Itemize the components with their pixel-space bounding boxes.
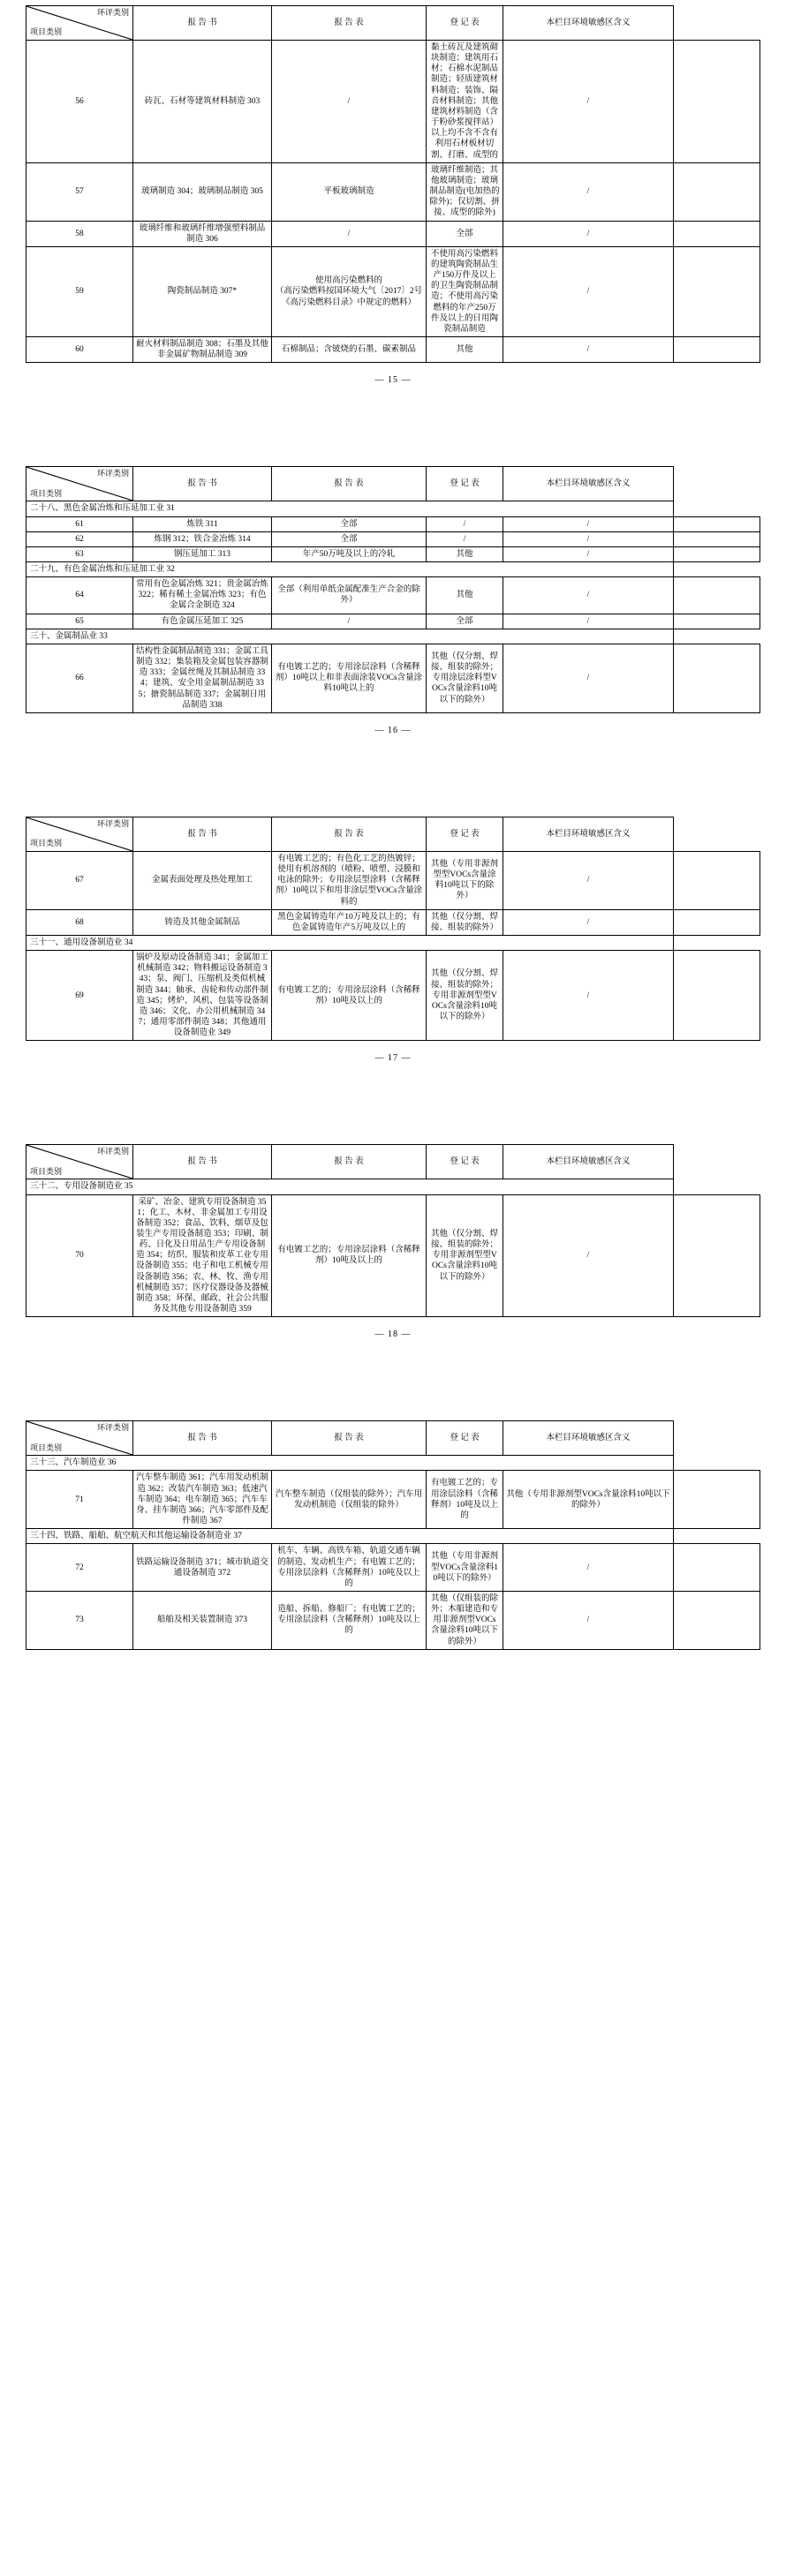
- cell-report-book: /: [272, 614, 427, 629]
- header-col-report-form: 报 告 表: [272, 1145, 427, 1179]
- header-col-sensitive-area-meaning: 本栏目环境敏感区含义: [503, 6, 674, 41]
- table-row: [26, 1544, 760, 1592]
- header-col-report-form: 报 告 表: [272, 6, 427, 41]
- row-number: 67: [26, 851, 133, 909]
- section-title: 二十九、有色金属冶炼和压延加工业 32: [26, 562, 674, 577]
- header-col-sensitive-area-meaning: 本栏目环境敏感区含义: [503, 817, 674, 851]
- cell-report-book: 年产50万吨及以上的冷轧: [272, 546, 427, 561]
- cell-registration-form: /: [503, 909, 674, 935]
- header-col-registration-form: 登 记 表: [427, 1421, 503, 1456]
- cell-registration-form: /: [503, 951, 674, 1041]
- cell-report-form: 其他（仅分割、焊接、组装的除外；专用涂层涂料型VOCs含量涂料10吨以下的除外）: [427, 644, 503, 712]
- header-corner-top-right: 环评类别: [96, 1423, 129, 1433]
- page-content: [26, 466, 760, 735]
- section-title: 三十一、通用设备制造业 34: [26, 935, 674, 950]
- page-content: [26, 817, 760, 1064]
- page-content: [26, 1144, 760, 1339]
- cell-report-form: 其他（仅分割、焊接、组装的除外）: [427, 909, 503, 935]
- cell-registration-form: /: [503, 337, 674, 363]
- cell-report-book: /: [272, 221, 427, 246]
- category-table: [26, 1420, 760, 1650]
- category-table: [26, 1144, 760, 1317]
- row-category-name: 钢压延加工 313: [133, 546, 272, 561]
- page-number: — 16 —: [374, 725, 412, 735]
- cell-sensitive-area-meaning: [674, 516, 760, 531]
- cell-registration-form: /: [503, 644, 674, 712]
- cell-report-book: 造船、拆船、修船厂；有电镀工艺的；专用涂层涂料（含稀释剂）10吨及以上的: [272, 1591, 427, 1649]
- table-row: [26, 951, 760, 1041]
- table-body: [26, 851, 760, 1041]
- cell-sensitive-area-meaning: [674, 246, 760, 336]
- cell-report-form: 其他（专用非源剂型VOCs含量涂料10吨以下的除外）: [427, 1544, 503, 1592]
- table-row: [26, 516, 760, 531]
- table-row: [26, 909, 760, 935]
- header-corner-cell: [26, 1145, 133, 1179]
- table-row: [26, 614, 760, 629]
- cell-report-book: 全部（利用单纸金属配准生产合金的除外）: [272, 577, 427, 614]
- cell-report-book: 平板玻璃制造: [272, 162, 427, 221]
- cell-sensitive-area-meaning: [674, 644, 760, 712]
- cell-report-form: 其他: [427, 577, 503, 614]
- document-page: [0, 461, 786, 735]
- cell-sensitive-area-meaning: [674, 951, 760, 1041]
- cell-report-form: 有电镀工艺的；专用涂层涂料（含稀释剂）10吨及以上的: [427, 1471, 503, 1529]
- header-corner-bottom-left: 项目类别: [30, 839, 63, 848]
- header-col-sensitive-area-meaning: 本栏目环境敏感区含义: [503, 467, 674, 501]
- document-page: [0, 811, 786, 1064]
- row-number: 65: [26, 614, 133, 629]
- section-row: [26, 629, 760, 644]
- row-number: 68: [26, 909, 133, 935]
- table-body: [26, 501, 760, 713]
- cell-sensitive-area-meaning: [674, 614, 760, 629]
- row-category-name: 铸造及其他金属制品: [133, 909, 272, 935]
- row-category-name: 耐火材料制品制造 308；石墨及其他非金属矿物制品制造 309: [133, 337, 272, 363]
- table-row: [26, 41, 760, 163]
- row-number: 73: [26, 1591, 133, 1649]
- row-category-name: 结构性金属制品制造 331；金属工具制造 332；集装箱及金属包装容器制造 333；金属丝绳及其制品制造 334；建筑、安全用金属制品制造 335；搪瓷制品制造 337；金属制日用品制造 338: [133, 644, 272, 712]
- section-title: 二十八、黑色金属冶炼和压延加工业 31: [26, 501, 674, 516]
- cell-report-form: 全部: [427, 221, 503, 246]
- cell-registration-form: /: [503, 1591, 674, 1649]
- cell-registration-form: /: [503, 1544, 674, 1592]
- table-header-row: [26, 817, 760, 851]
- cell-report-book: /: [272, 41, 427, 163]
- header-col-report-book: 报 告 书: [133, 1421, 272, 1456]
- row-number: 60: [26, 337, 133, 363]
- category-table: [26, 466, 760, 713]
- header-corner-top-right: 环评类别: [96, 8, 129, 17]
- cell-report-book: 全部: [272, 516, 427, 531]
- cell-report-form: 其他（仅分割、焊接、组装的除外；专用非源剂型型VOCs含量涂料10吨以下的除外）: [427, 1194, 503, 1317]
- cell-registration-form: /: [503, 577, 674, 614]
- section-row: [26, 562, 760, 577]
- cell-report-form: 其他（仅组装的除外；木船建造和专用非源剂型VOCs含量涂料10吨以下的除外）: [427, 1591, 503, 1649]
- section-row: [26, 501, 760, 516]
- cell-registration-form: /: [503, 41, 674, 163]
- cell-sensitive-area-meaning: [674, 1591, 760, 1649]
- row-number: 59: [26, 246, 133, 336]
- header-corner-cell: [26, 1421, 133, 1456]
- table-header: [26, 6, 760, 41]
- page-number: — 17 —: [374, 1053, 412, 1064]
- cell-report-form: 全部: [427, 614, 503, 629]
- header-corner-top-right: 环评类别: [96, 818, 129, 828]
- cell-report-book: 机车、车辆、高铁车箱、轨道交通车辆的制造、发动机生产；有电镀工艺的；专用涂层涂料（含稀释剂）10吨及以上的: [272, 1544, 427, 1592]
- cell-registration-form: /: [503, 531, 674, 546]
- row-category-name: 玻璃纤维和玻璃纤维增强塑料制品制造 306: [133, 221, 272, 246]
- cell-report-book: 有电镀工艺的；有色化工艺的热镀锌；使用有机溶剂的（喷粉、喷塑、浸膜和电泳的除外；专用涂层型涂料（含稀释剂）10吨以下和用非涂层型VOCs含量涂料的: [272, 851, 427, 909]
- cell-report-form: 其他: [427, 337, 503, 363]
- cell-sensitive-area-meaning: [674, 577, 760, 614]
- page-gap: [0, 735, 786, 811]
- page-content: [26, 5, 760, 385]
- row-number: 63: [26, 546, 133, 561]
- table-row: [26, 531, 760, 546]
- cell-registration-form: /: [503, 1194, 674, 1317]
- row-number: 56: [26, 41, 133, 163]
- cell-report-form: 玻璃纤维制造；其他玻璃制造；玻璃制品制造(电加热的除外)；仅切割、拼接、成型的除外): [427, 162, 503, 221]
- header-col-sensitive-area-meaning: 本栏目环境敏感区含义: [503, 1421, 674, 1456]
- table-header-row: [26, 6, 760, 41]
- table-header: [26, 467, 760, 501]
- header-col-report-book: 报 告 书: [133, 467, 272, 501]
- cell-report-book: 黑色金属铸造年产10万吨及以上的；有色金属铸造年产5万吨及以上的: [272, 909, 427, 935]
- cell-report-book: 石棉制品；含铍烧的石墨、碳素制品: [272, 337, 427, 363]
- header-col-registration-form: 登 记 表: [427, 6, 503, 41]
- table-header-row: [26, 1145, 760, 1179]
- row-category-name: 船舶及相关装置制造 373: [133, 1591, 272, 1649]
- page-gap: [0, 1063, 786, 1139]
- table-row: [26, 851, 760, 909]
- row-number: 72: [26, 1544, 133, 1592]
- cell-registration-form: /: [503, 614, 674, 629]
- document-page: [0, 0, 786, 385]
- cell-sensitive-area-meaning: [674, 221, 760, 246]
- page-content: [26, 1420, 760, 1650]
- page-gap: [0, 1339, 786, 1415]
- header-corner-bottom-left: 项目类别: [30, 488, 63, 498]
- cell-sensitive-area-meaning: [674, 851, 760, 909]
- page-number: — 18 —: [374, 1329, 412, 1340]
- cell-report-book: 有电镀工艺的；专用涂层涂料（含稀释剂）10吨以上和非表面涂装VOCs含量涂料10吨以上的: [272, 644, 427, 712]
- header-corner-cell: [26, 6, 133, 41]
- cell-report-book: 全部: [272, 531, 427, 546]
- row-category-name: 锅炉及原动设备制造 341；金属加工机械制造 342；物料搬运设备制造 343；泵、阀门、压缩机及类似机械制造 344；轴承、齿轮和传动部件制造 345；烤炉、风机、包装等设备制造 346；文化、办公用机械制造 347；通用零部件制造 348；其他通用设备制造业 349: [133, 951, 272, 1041]
- row-category-name: 炼铁 311: [133, 516, 272, 531]
- table-row: [26, 162, 760, 221]
- section-row: [26, 1179, 760, 1194]
- header-corner-top-right: 环评类别: [96, 1147, 129, 1156]
- header-col-report-form: 报 告 表: [272, 1421, 427, 1456]
- row-category-name: 玻璃制造 304；玻璃制品制造 305: [133, 162, 272, 221]
- category-table: [26, 5, 760, 363]
- table-header: [26, 817, 760, 851]
- table-row: [26, 337, 760, 363]
- row-category-name: 砖瓦、石材等建筑材料制造 303: [133, 41, 272, 163]
- header-col-sensitive-area-meaning: 本栏目环境敏感区含义: [503, 1145, 674, 1179]
- header-corner-top-right: 环评类别: [96, 469, 129, 478]
- header-corner-bottom-left: 项目类别: [30, 1442, 63, 1452]
- table-body: [26, 1179, 760, 1317]
- cell-report-form: 其他（专用非源剂型型VOCs含量涂料10吨以下的除外）: [427, 851, 503, 909]
- section-title: 三十、金属制品业 33: [26, 629, 674, 644]
- cell-registration-form: /: [503, 546, 674, 561]
- row-number: 61: [26, 516, 133, 531]
- document-page: [0, 1139, 786, 1339]
- table-header: [26, 1145, 760, 1179]
- section-title: 三十四、铁路、船舶、航空航天和其他运输设备制造业 37: [26, 1529, 674, 1544]
- table-row: [26, 546, 760, 561]
- header-col-registration-form: 登 记 表: [427, 1145, 503, 1179]
- header-col-report-book: 报 告 书: [133, 1145, 272, 1179]
- cell-report-form: /: [427, 531, 503, 546]
- table-body: [26, 1456, 760, 1650]
- cell-sensitive-area-meaning: [674, 41, 760, 163]
- header-corner-bottom-left: 项目类别: [30, 27, 63, 37]
- table-row: [26, 577, 760, 614]
- cell-report-book: 有电镀工艺的；专用涂层涂料（含稀释剂）10吨及以上的: [272, 951, 427, 1041]
- row-number: 66: [26, 644, 133, 712]
- header-col-report-form: 报 告 表: [272, 817, 427, 851]
- header-corner-cell: [26, 817, 133, 851]
- row-category-name: 铁路运输设备制造 371；城市轨道交通设备制造 372: [133, 1544, 272, 1592]
- cell-report-form: 其他: [427, 546, 503, 561]
- section-title: 三十二、专用设备制造业 35: [26, 1179, 674, 1194]
- cell-sensitive-area-meaning: [674, 1544, 760, 1592]
- row-number: 62: [26, 531, 133, 546]
- table-header-row: [26, 467, 760, 501]
- table-row: [26, 246, 760, 336]
- cell-registration-form: /: [503, 246, 674, 336]
- section-title: 三十三、汽车制造业 36: [26, 1456, 674, 1471]
- row-category-name: 汽车整车制造 361；汽车用发动机制造 362；改装汽车制造 363；低速汽车制造 364；电车制造 365；汽车车身、挂车制造 366；汽车零部件及配件制造 367: [133, 1471, 272, 1529]
- table-body: [26, 41, 760, 363]
- cell-sensitive-area-meaning: [674, 1194, 760, 1317]
- cell-report-book: 使用高污染燃料的 （高污染燃料按国环境大气〔2017〕2号《高污染燃料目录》中规定的燃料）: [272, 246, 427, 336]
- table-row: [26, 644, 760, 712]
- row-number: 64: [26, 577, 133, 614]
- cell-registration-form: /: [503, 162, 674, 221]
- header-col-registration-form: 登 记 表: [427, 817, 503, 851]
- cell-sensitive-area-meaning: [674, 337, 760, 363]
- cell-sensitive-area-meaning: [674, 162, 760, 221]
- row-number: 70: [26, 1194, 133, 1317]
- table-row: [26, 1471, 760, 1529]
- cell-sensitive-area-meaning: [674, 546, 760, 561]
- cell-registration-form: 其他（专用非源剂型VOCs含量涂料10吨以下的除外）: [503, 1471, 674, 1529]
- cell-report-book: 有电镀工艺的；专用涂层涂料（含稀释剂）10吨及以上的: [272, 1194, 427, 1317]
- cell-sensitive-area-meaning: [674, 909, 760, 935]
- header-corner-bottom-left: 项目类别: [30, 1166, 63, 1176]
- header-col-report-book: 报 告 书: [133, 6, 272, 41]
- section-row: [26, 1456, 760, 1471]
- header-col-registration-form: 登 记 表: [427, 467, 503, 501]
- category-table: [26, 817, 760, 1042]
- header-col-report-book: 报 告 书: [133, 817, 272, 851]
- cell-registration-form: /: [503, 851, 674, 909]
- cell-report-form: 其他（仅分割、焊接、组装的除外；专用非源剂型型VOCs含量涂料10吨以下的除外）: [427, 951, 503, 1041]
- cell-report-form: 不使用高污染燃料的建筑陶瓷制品生产150万件及以上的卫生陶瓷制品制造；不使用高污染燃料的年产250万件及以上的日用陶瓷制品制造: [427, 246, 503, 336]
- table-row: [26, 1194, 760, 1317]
- section-row: [26, 1529, 760, 1544]
- cell-sensitive-area-meaning: [674, 531, 760, 546]
- cell-report-form: 黏土砖瓦及建筑砌块制造；建筑用石材；石棉水泥制品制造；轻质建筑材料制造；装饰、隔音材料制造；其他建筑材料制造（含于粉砂浆搅拌站） 以上均不含不含有利用石材板材切割、打磨、成型的: [427, 41, 503, 163]
- table-row: [26, 221, 760, 246]
- section-row: [26, 935, 760, 950]
- header-col-report-form: 报 告 表: [272, 467, 427, 501]
- document-page: [0, 1415, 786, 1650]
- row-number: 58: [26, 221, 133, 246]
- table-header: [26, 1421, 760, 1456]
- header-corner-cell: [26, 467, 133, 501]
- row-category-name: 金属表面处理及热处理加工: [133, 851, 272, 909]
- row-number: 69: [26, 951, 133, 1041]
- table-header-row: [26, 1421, 760, 1456]
- cell-registration-form: /: [503, 221, 674, 246]
- page-number: — 15 —: [374, 375, 412, 386]
- page-gap: [0, 385, 786, 461]
- row-category-name: 有色金属压延加工 325: [133, 614, 272, 629]
- row-category-name: 陶瓷制品制造 307*: [133, 246, 272, 336]
- table-row: [26, 1591, 760, 1649]
- cell-report-book: 汽车整车制造（仅组装的除外）；汽车用发动机制造（仅组装的除外）: [272, 1471, 427, 1529]
- row-category-name: 炼钢 312；铁合金冶炼 314: [133, 531, 272, 546]
- cell-registration-form: /: [503, 516, 674, 531]
- cell-report-form: /: [427, 516, 503, 531]
- row-category-name: 采矿、冶金、建筑专用设备制造 351；化工、木材、非金属加工专用设备制造 352；食品、饮料、烟草及包装生产专用设备制造 353；印刷、制药、日化及日用品生产专用设备制造 354；纺织、服装和皮革工业专用设备制造 355；电子和电工机械专用设备制造 356；农、林、牧、渔专用机械制造 357；医疗仪器设备及器械制造 358；环保、邮政、社会公共服务及其他专用设备制造 359: [133, 1194, 272, 1317]
- cell-sensitive-area-meaning: [674, 1471, 760, 1529]
- row-number: 57: [26, 162, 133, 221]
- row-number: 71: [26, 1471, 133, 1529]
- row-category-name: 常用有色金属冶炼 321；贵金属冶炼 322；稀有稀土金属冶炼 323；有色金属合金制造 324: [133, 577, 272, 614]
